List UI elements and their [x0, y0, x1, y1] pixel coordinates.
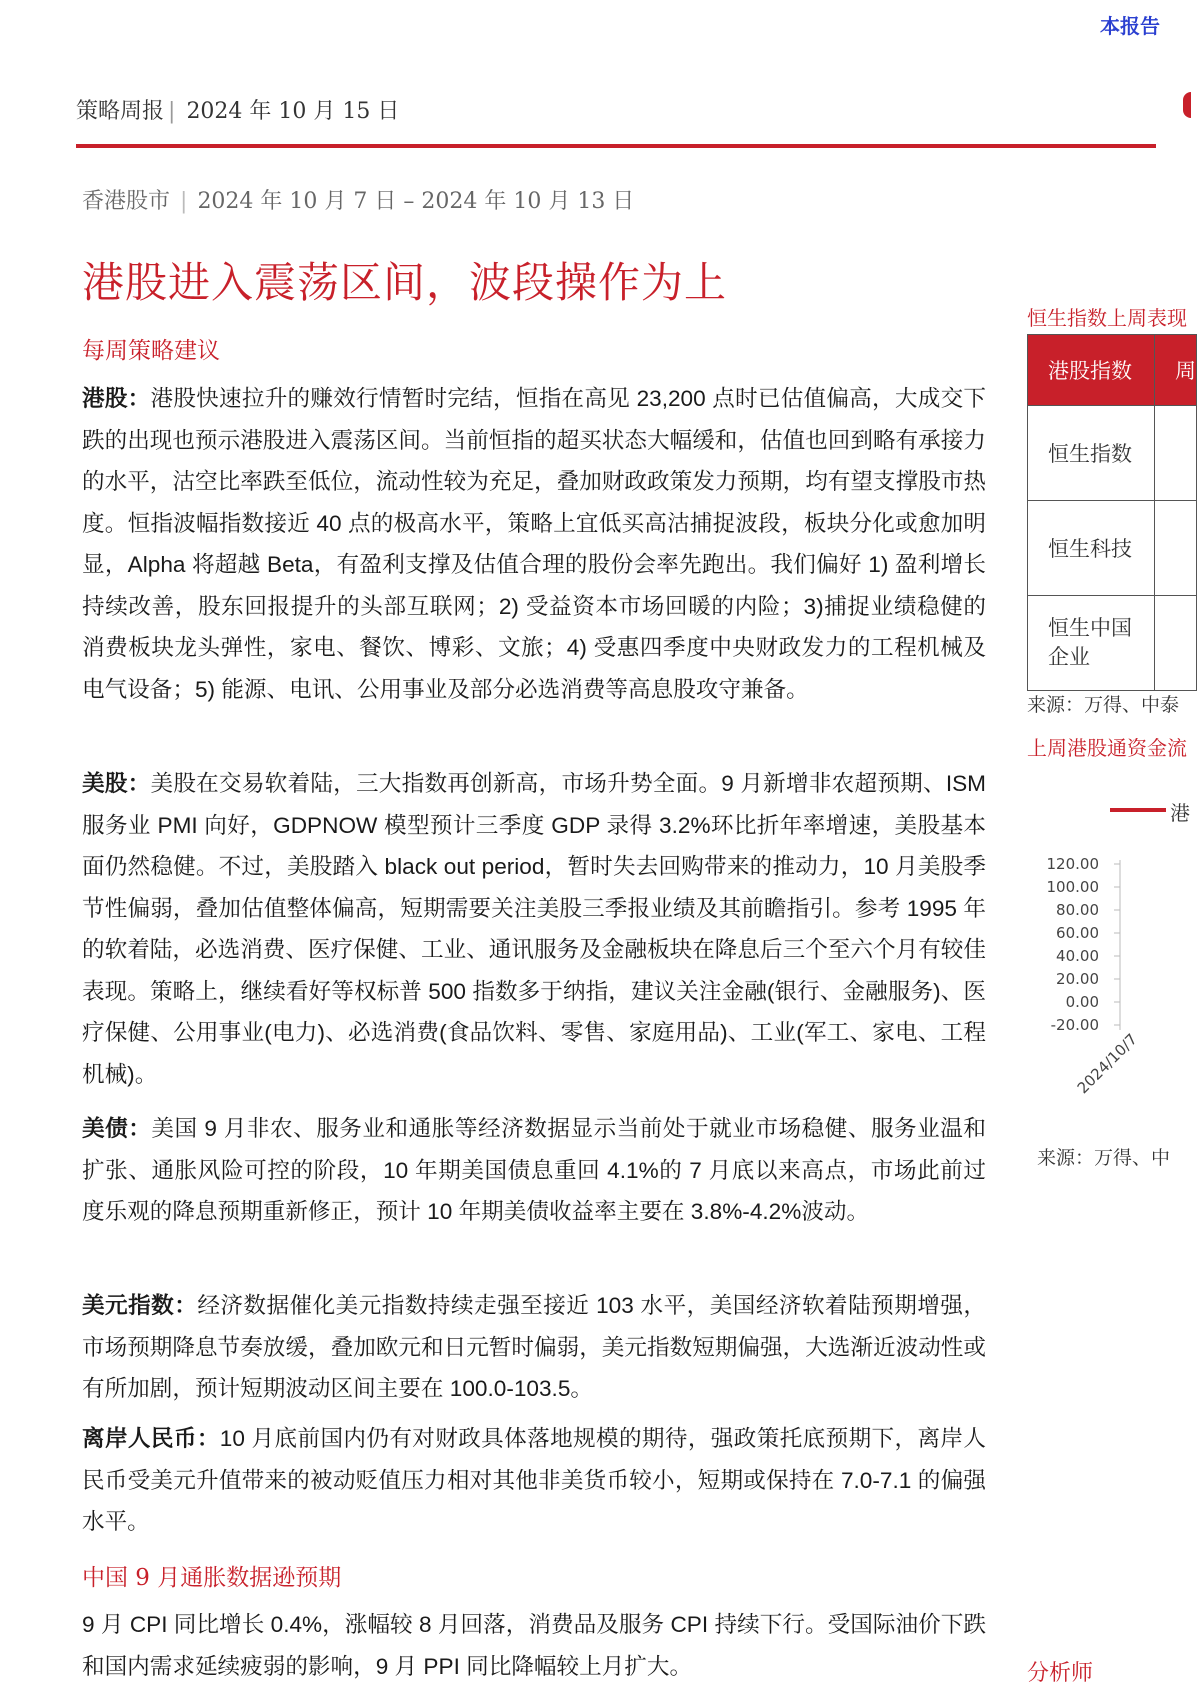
y-tick-label: 80.00 — [1056, 901, 1099, 919]
subheader-separator: | — [180, 189, 188, 214]
paragraph-us-text: 美股在交易软着陆，三大指数再创新高，市场升势全面。9 月新增非农超预期、ISM 服务业 PMI 向好，GDPNOW 模型预计三季度 GDP 录得 3.2%环比折年率增速，美股基本面仍然稳健。不过，美股踏入 black out period，暂时失去回购带来的推动力，10 月美股季节性偏弱，叠加估值整体偏高，短期需要关注美股三季报业绩及其前瞻指引。参考 1995 年的软着陆，必选消费、医疗保健、工业、通讯服务及金融板块在降息后三个至六个月有较佳表现。策略上，继续看好等权标普 500 指数多于纳指，建议关注金融(银行、金融服务)、医疗保健、公用事业(电力)、必选消费(食品饮料、零售、家庭用品)、工业(军工、家电、工程机械)。 — [82, 771, 987, 1087]
legend-label: 港 — [1170, 801, 1190, 825]
y-ticks — [1114, 864, 1120, 1025]
table-source: 来源：万得、中泰 — [1027, 694, 1180, 716]
y-tick-label: 40.00 — [1056, 947, 1099, 965]
paragraph-bond-label: 美债： — [82, 1116, 152, 1141]
report-type: 策略周报 — [76, 99, 165, 124]
flow-chart-title: 上周港股通资金流 — [1027, 736, 1187, 760]
legend-swatch — [1110, 808, 1166, 812]
hsi-performance-table — [1027, 334, 1197, 691]
table-cell — [1155, 596, 1197, 691]
paragraph-cnh-label: 离岸人民币： — [82, 1426, 220, 1451]
flow-chart — [1030, 850, 1188, 1098]
y-tick-label: -20.00 — [1050, 1016, 1099, 1034]
header-separator: | — [168, 99, 176, 124]
date-range: 2024 年 10 月 7 日 – 2024 年 10 月 13 日 — [197, 189, 635, 214]
paragraph-bond — [82, 1108, 986, 1233]
x-tick-label: 2024/10/7 — [1073, 1030, 1141, 1098]
y-tick-label: 120.00 — [1046, 855, 1099, 873]
table-cell: 恒生中国企业 — [1028, 596, 1155, 691]
table-header-row — [1028, 335, 1197, 406]
report-date: 2024 年 10 月 15 日 — [186, 99, 400, 124]
y-tick-label: 100.00 — [1046, 878, 1099, 896]
paragraph-bond-text: 美国 9 月非农、服务业和通胀等经济数据显示当前处于就业市场稳健、服务业温和扩张、通胀风险可控的阶段，10 年期美国债息重回 4.1%的 7 月底以来高点，市场此前过度乐观的降息预期重新修正，预计 10 年期美债收益率主要在 3.8%-4.2%波动。 — [82, 1116, 986, 1224]
table-cell: 恒生科技 — [1028, 501, 1155, 596]
table-row — [1028, 501, 1197, 596]
paragraph-hk-text: 港股快速拉升的赚效行情暂时完结，恒指在高见 23,200 点时已估值偏高，大成交下跌的出现也预示港股进入震荡区间。当前恒指的超买状态大幅缓和，估值也回到略有承接力的水平，沽空比率跌至低位，流动性较为充足，叠加财政政策发力预期，均有望支撑股市热度。恒指波幅指数接近 40 点的极高水平，策略上宜低买高沽捕捉波段，板块分化或愈加明显，Alpha 将超越 Beta，有盈利支撑及估值合理的股份会率先跑出。我们偏好 1) 盈利增长持续改善，股东回报提升的头部互联网；2) 受益资本市场回暖的内险；3)捕捉业绩稳健的消费板块龙头弹性，家电、餐饮、博彩、文旅；4) 受惠四季度中央财政发力的工程机械及电气设备；5) 能源、电讯、公用事业及部分必选消费等高息股攻守兼备。 — [82, 386, 986, 702]
corner-logo-mark — [1183, 92, 1191, 118]
paragraph-us — [82, 763, 986, 1095]
y-tick-label: 20.00 — [1056, 970, 1099, 988]
analyst-heading: 分析师 — [1027, 1661, 1094, 1686]
y-tick-label: 0.00 — [1065, 993, 1099, 1011]
paragraph-cnh — [82, 1418, 986, 1543]
chart-source: 来源：万得、中 — [1037, 1147, 1171, 1169]
table-header-cell: 周 — [1155, 335, 1197, 406]
section-heading-strategy: 每周策略建议 — [82, 338, 220, 364]
paragraph-usd — [82, 1285, 986, 1410]
paragraph-hk-label: 港股： — [82, 386, 151, 411]
page-title: 港股进入震荡区间，波段操作为上 — [82, 258, 728, 307]
paragraph-us-label: 美股： — [82, 771, 151, 796]
paragraph-cnh-text: 10 月底前国内仍有对财政具体落地规模的期待，强政策托底预期下，离岸人民币受美元升值带来的被动贬值压力相对其他非美货币较小，短期或保持在 7.0-7.1 的偏强水平。 — [82, 1426, 986, 1534]
corner-text: 本报告 — [1100, 14, 1160, 38]
report-header — [76, 94, 399, 125]
table-cell — [1155, 406, 1197, 501]
market-subheader — [82, 184, 634, 215]
paragraph-usd-text: 经济数据催化美元指数持续走强至接近 103 水平，美国经济软着陆预期增强，市场预期降息节奏放缓，叠加欧元和日元暂时偏弱，美元指数短期偏强，大选渐近波动性或有所加剧，预计短期波动区间主要在 100.0-103.5。 — [82, 1293, 986, 1401]
y-tick-label: 60.00 — [1056, 924, 1099, 942]
market-name: 香港股市 — [82, 189, 171, 214]
header-divider — [76, 144, 1156, 148]
table-cell — [1155, 501, 1197, 596]
table-row — [1028, 406, 1197, 501]
paragraph-cpi: 9 月 CPI 同比增长 0.4%，涨幅较 8 月回落，消费品及服务 CPI 持续下行。受国际油价下跌和国内需求延续疲弱的影响，9 月 PPI 同比降幅较上月扩大。 — [82, 1612, 986, 1679]
table-header-cell: 港股指数 — [1028, 335, 1155, 406]
table-row — [1028, 596, 1197, 691]
paragraph-usd-label: 美元指数： — [82, 1293, 198, 1318]
paragraph-hk — [82, 378, 986, 710]
section-heading-inflation: 中国 9 月通胀数据逊预期 — [82, 1565, 342, 1591]
hsi-table-title: 恒生指数上周表现 — [1027, 306, 1187, 330]
table-cell: 恒生指数 — [1028, 406, 1155, 501]
